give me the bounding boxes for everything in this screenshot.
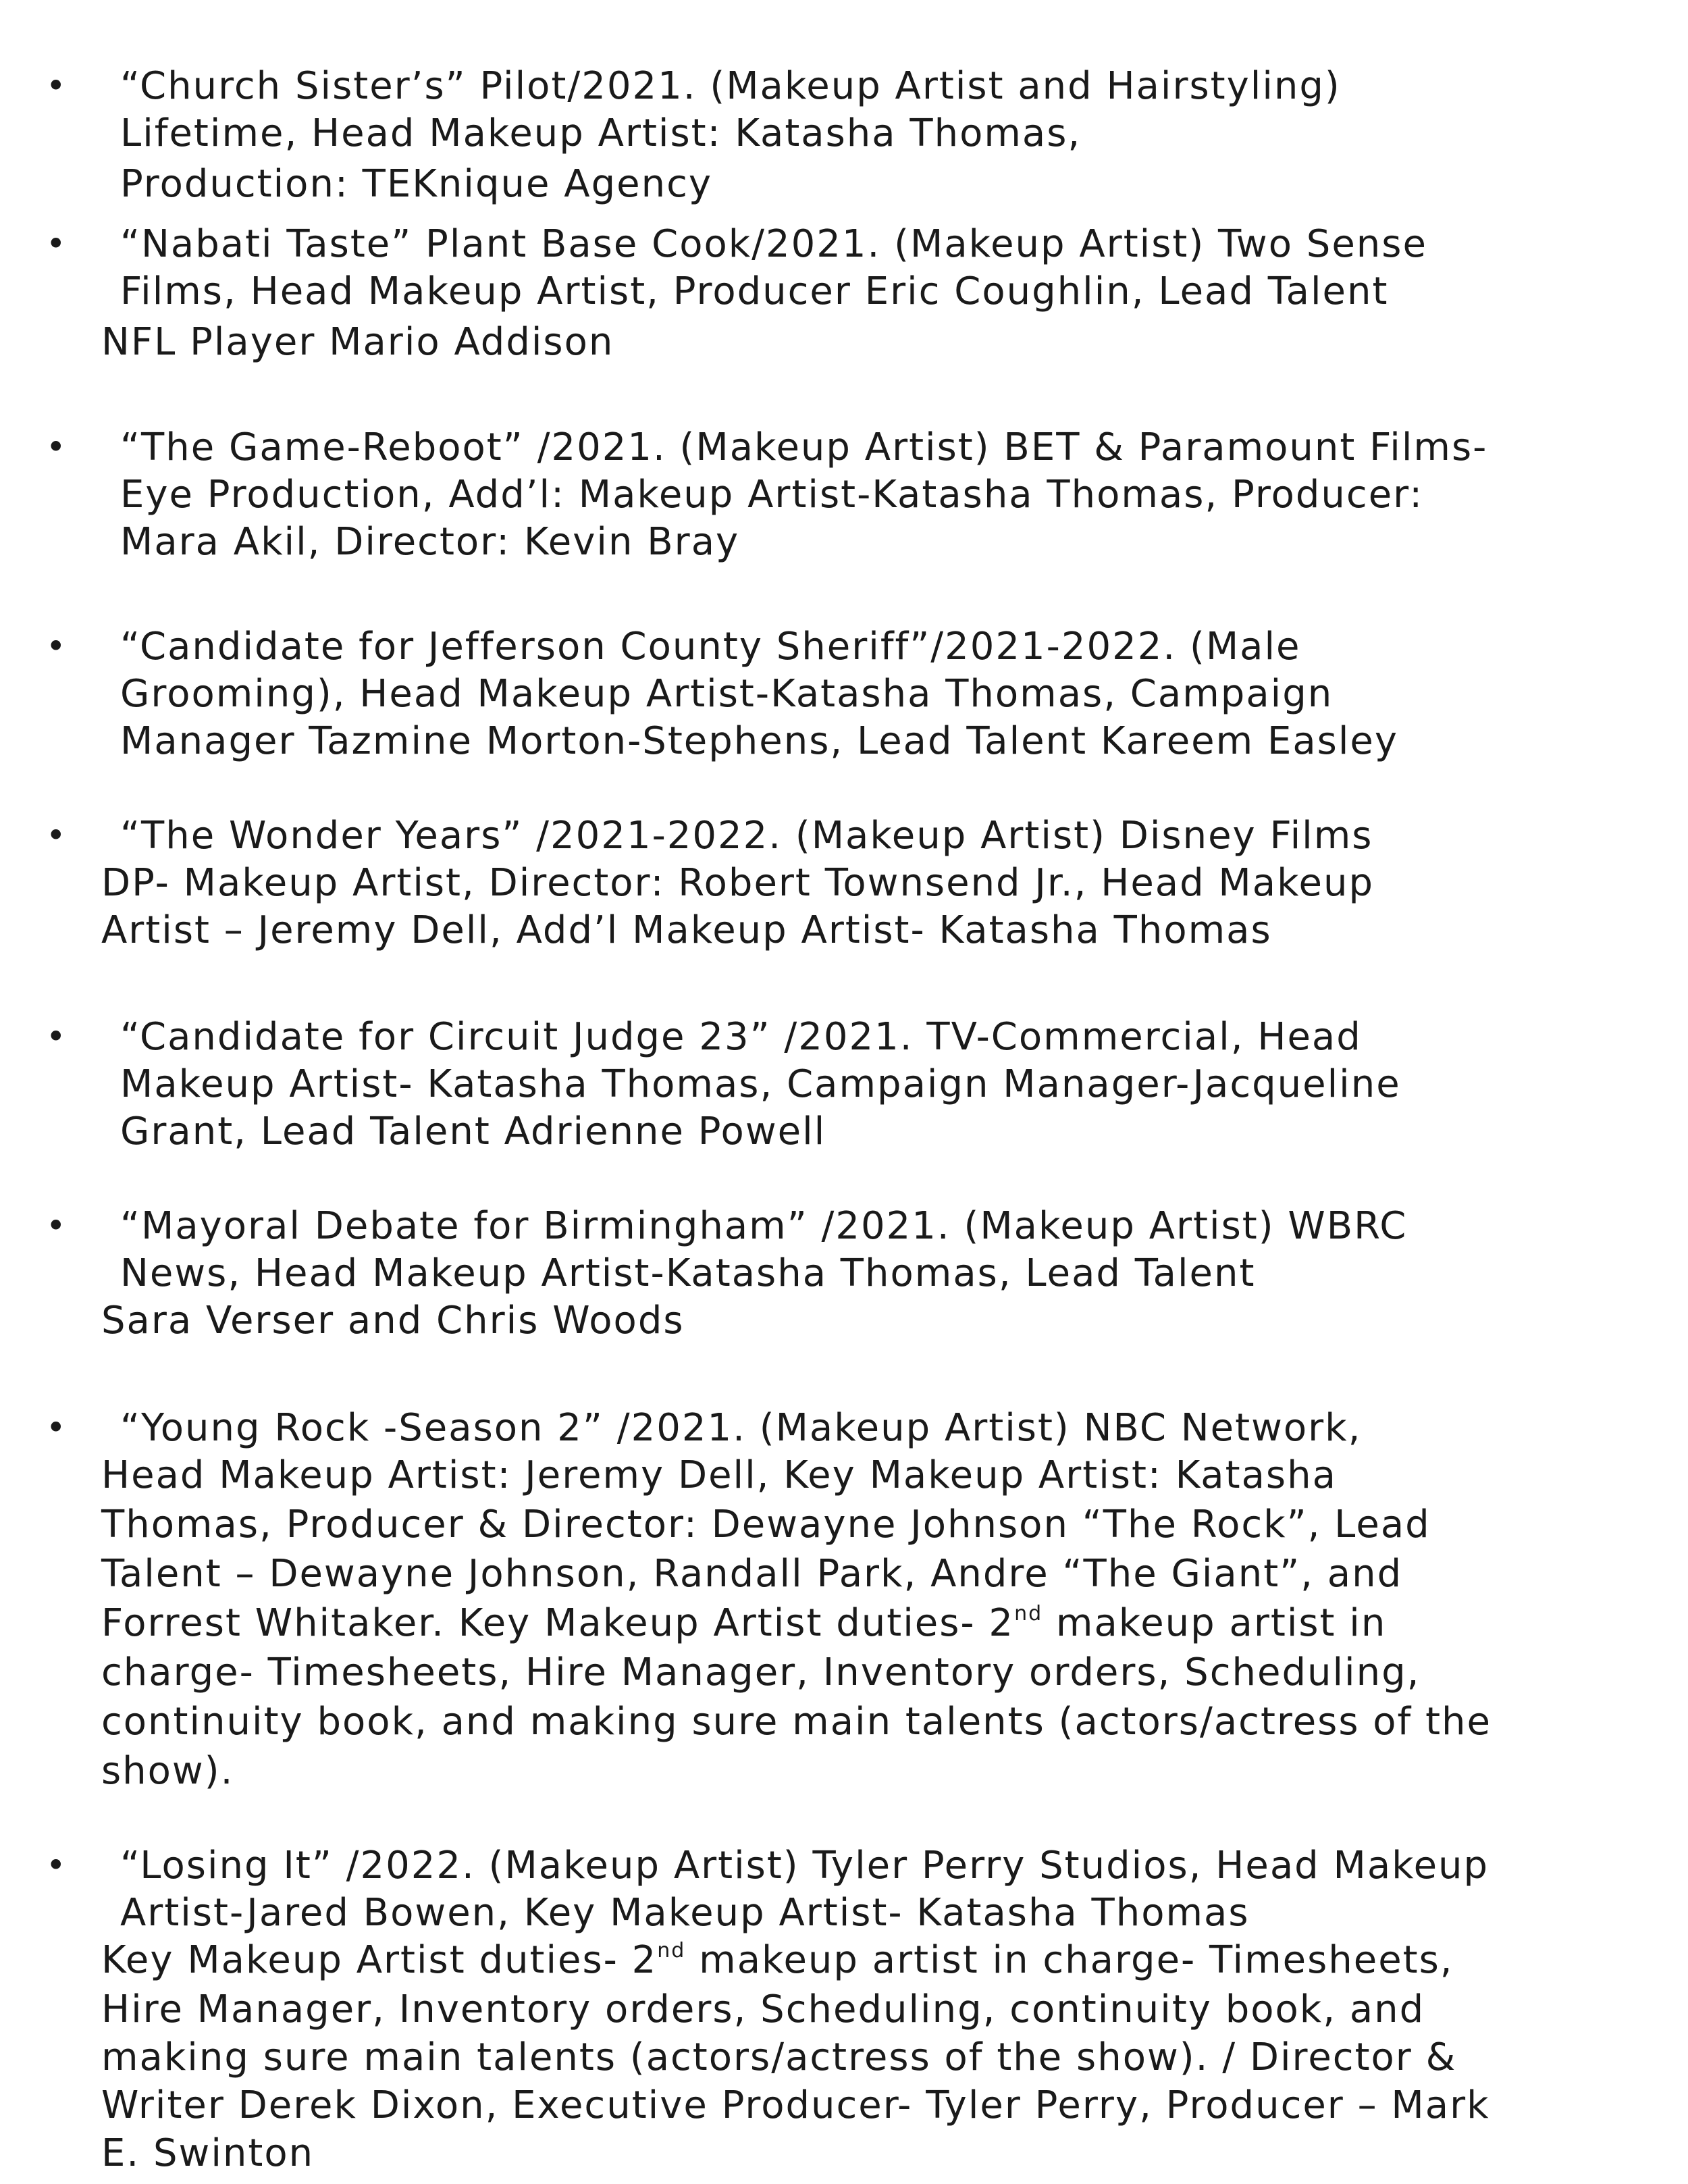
entry-line: Makeup Artist- Katasha Thomas, Campaign Manager-Jacqueline [120,1062,1401,1106]
entry-line-text: makeup artist in charge- Timesheets, [685,1938,1454,1982]
bullet-icon: • [46,1206,68,1245]
entry-line: “Young Rock -Season 2” /2021. (Makeup Artist) NBC Network, [120,1406,1362,1450]
entry-line: “Nabati Taste” Plant Base Cook/2021. (Makeup Artist) Two Sense [120,222,1427,266]
entry-line: continuity book, and making sure main talents (actors/actress of the [101,1700,1492,1744]
entry-line: Films, Head Makeup Artist, Producer Eric Coughlin, Lead Talent [120,269,1389,313]
entry-line: Sara Verser and Chris Woods [101,1299,685,1343]
bullet-icon: • [46,1408,68,1447]
ordinal-superscript: nd [1014,1602,1043,1626]
entry-line: Grooming), Head Makeup Artist-Katasha Thomas, Campaign [120,672,1334,716]
entry-line: Lifetime, Head Makeup Artist: Katasha Thomas, [120,111,1082,155]
bullet-icon: • [46,627,68,666]
entry-line: Hire Manager, Inventory orders, Scheduling, continuity book, and [101,1987,1425,2031]
entry-line: “Candidate for Circuit Judge 23” /2021. TV-Commercial, Head [120,1015,1362,1059]
entry-line [101,1936,1454,1984]
entry-line: Head Makeup Artist: Jeremy Dell, Key Makeup Artist: Katasha [101,1453,1337,1497]
entry-line: “Church Sister’s” Pilot/2021. (Makeup Artist and Hairstyling) [120,64,1341,108]
entry-line: Grant, Lead Talent Adrienne Powell [120,1110,826,1153]
entry-line: “The Game-Reboot” /2021. (Makeup Artist) BET & Paramount Films- [120,425,1488,469]
entry-line: Mara Akil, Director: Kevin Bray [120,520,740,564]
entry-line-text: makeup artist in [1043,1601,1387,1645]
entry-line: DP- Makeup Artist, Director: Robert Townsend Jr., Head Makeup [101,861,1374,905]
bullet-icon: • [46,66,68,105]
bullet-icon: • [46,427,68,467]
entry-line: News, Head Makeup Artist-Katasha Thomas, Lead Talent [120,1251,1256,1295]
entry-line [101,1599,1386,1647]
entry-line: making sure main talents (actors/actress of the show). / Director & [101,2035,1457,2079]
bullet-icon: • [46,1017,68,1056]
entry-line: “Candidate for Jefferson County Sheriff”/2021-2022. (Male [120,625,1301,669]
entry-line: “Losing It” /2022. (Makeup Artist) Tyler Perry Studios, Head Makeup [120,1844,1489,1888]
entry-line: Manager Tazmine Morton-Stephens, Lead Talent Kareem Easley [120,719,1398,763]
entry-line: Eye Production, Add’l: Makeup Artist-Katasha Thomas, Producer: [120,473,1424,517]
entry-line: Thomas, Producer & Director: Dewayne Johnson “The Rock”, Lead [101,1503,1431,1546]
bullet-icon: • [46,224,68,263]
bullet-icon: • [46,1846,68,1885]
entry-line: charge- Timesheets, Hire Manager, Inventory orders, Scheduling, [101,1650,1421,1694]
entry-line: Production: TEKnique Agency [120,162,712,206]
ordinal-superscript: nd [657,1939,686,1962]
entry-line: Talent – Dewayne Johnson, Randall Park, Andre “The Giant”, and [101,1552,1403,1596]
entry-line: E. Swinton [101,2131,315,2175]
entry-line: Artist-Jared Bowen, Key Makeup Artist- Katasha Thomas [120,1891,1250,1935]
entry-line: Artist – Jeremy Dell, Add’l Makeup Artist- Katasha Thomas [101,908,1272,952]
entry-line: NFL Player Mario Addison [101,320,614,364]
entry-line-text: Key Makeup Artist duties- 2 [101,1938,658,1982]
entry-line: Writer Derek Dixon, Executive Producer- Tyler Perry, Producer – Mark [101,2083,1490,2127]
entry-line: show). [101,1749,234,1793]
bullet-icon: • [46,816,68,855]
entry-line: “The Wonder Years” /2021-2022. (Makeup Artist) Disney Films [120,814,1373,858]
entry-line: “Mayoral Debate for Birmingham” /2021. (Makeup Artist) WBRC [120,1204,1408,1248]
entry-line-text: Forrest Whitaker. Key Makeup Artist duties- 2 [101,1601,1015,1645]
